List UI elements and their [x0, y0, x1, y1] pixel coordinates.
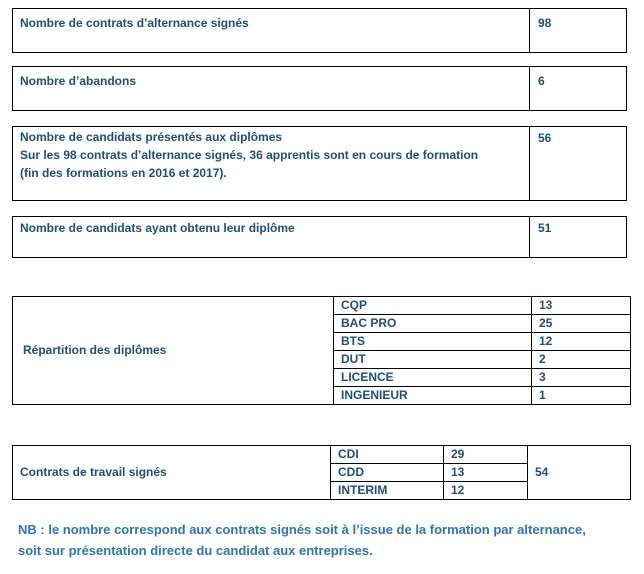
contract-type-name: INTERIM	[331, 482, 444, 500]
repartition-diploma-count: 12	[532, 333, 631, 351]
repartition-diploma-name: CQP	[334, 297, 532, 315]
stat-box-contrats-signes	[12, 8, 627, 53]
contract-type-count: 29	[444, 446, 528, 464]
nb-note-line-1: NB : le nombre correspond aux contrats signés soit à l’issue de la formation par alternance,	[18, 522, 586, 537]
repartition-diploma-count: 3	[532, 369, 631, 387]
repartition-diploma-count: 13	[532, 297, 631, 315]
column-divider	[529, 9, 530, 52]
stat-label-candidats-presentes: Nombre de candidats présentés aux diplômes	[20, 130, 283, 144]
stat-label-abandons: Nombre d’abandons	[20, 74, 137, 88]
contrats-travail-total: 54	[528, 446, 631, 500]
repartition-label: Répartition des diplômes	[13, 297, 334, 405]
column-divider	[529, 127, 530, 200]
stat-value-candidats-presentes: 56	[538, 131, 552, 145]
contrats-travail-table	[12, 445, 631, 500]
stat-value-diplome-obtenu: 51	[538, 221, 552, 235]
table-row	[13, 446, 631, 464]
stat-label-contrats-signes: Nombre de contrats d’alternance signés	[20, 16, 249, 30]
repartition-diploma-name: LICENCE	[334, 369, 532, 387]
repartition-diploma-count: 1	[532, 387, 631, 405]
stat-label-diplome-obtenu: Nombre de candidats ayant obtenu leur diplôme	[20, 221, 295, 235]
contrats-travail-label: Contrats de travail signés	[13, 446, 331, 500]
contract-type-name: CDD	[331, 464, 444, 482]
stat-note-line-1: Sur les 98 contrats d’alternance signés, 36 apprentis sont en cours de formation	[20, 148, 479, 162]
table-row	[13, 297, 631, 315]
contract-type-count: 13	[444, 464, 528, 482]
column-divider	[529, 67, 530, 110]
repartition-diploma-name: BTS	[334, 333, 532, 351]
repartition-diploma-count: 25	[532, 315, 631, 333]
nb-note-line-2: soit sur présentation directe du candidat aux entreprises.	[18, 543, 373, 558]
stat-box-diplome-obtenu	[12, 216, 627, 258]
contract-type-name: CDI	[331, 446, 444, 464]
stat-note-line-2: (fin des formations en 2016 et 2017).	[20, 166, 227, 180]
stat-value-abandons: 6	[538, 74, 545, 88]
repartition-diploma-name: BAC PRO	[334, 315, 532, 333]
column-divider	[529, 217, 530, 257]
stat-value-contrats-signes: 98	[538, 16, 552, 30]
repartition-diploma-count: 2	[532, 351, 631, 369]
stat-box-candidats-presentes	[12, 126, 627, 201]
stat-box-abandons	[12, 66, 627, 111]
contract-type-count: 12	[444, 482, 528, 500]
nb-note	[18, 519, 638, 561]
repartition-table	[12, 296, 631, 405]
repartition-diploma-name: DUT	[334, 351, 532, 369]
repartition-diploma-name: INGENIEUR	[334, 387, 532, 405]
